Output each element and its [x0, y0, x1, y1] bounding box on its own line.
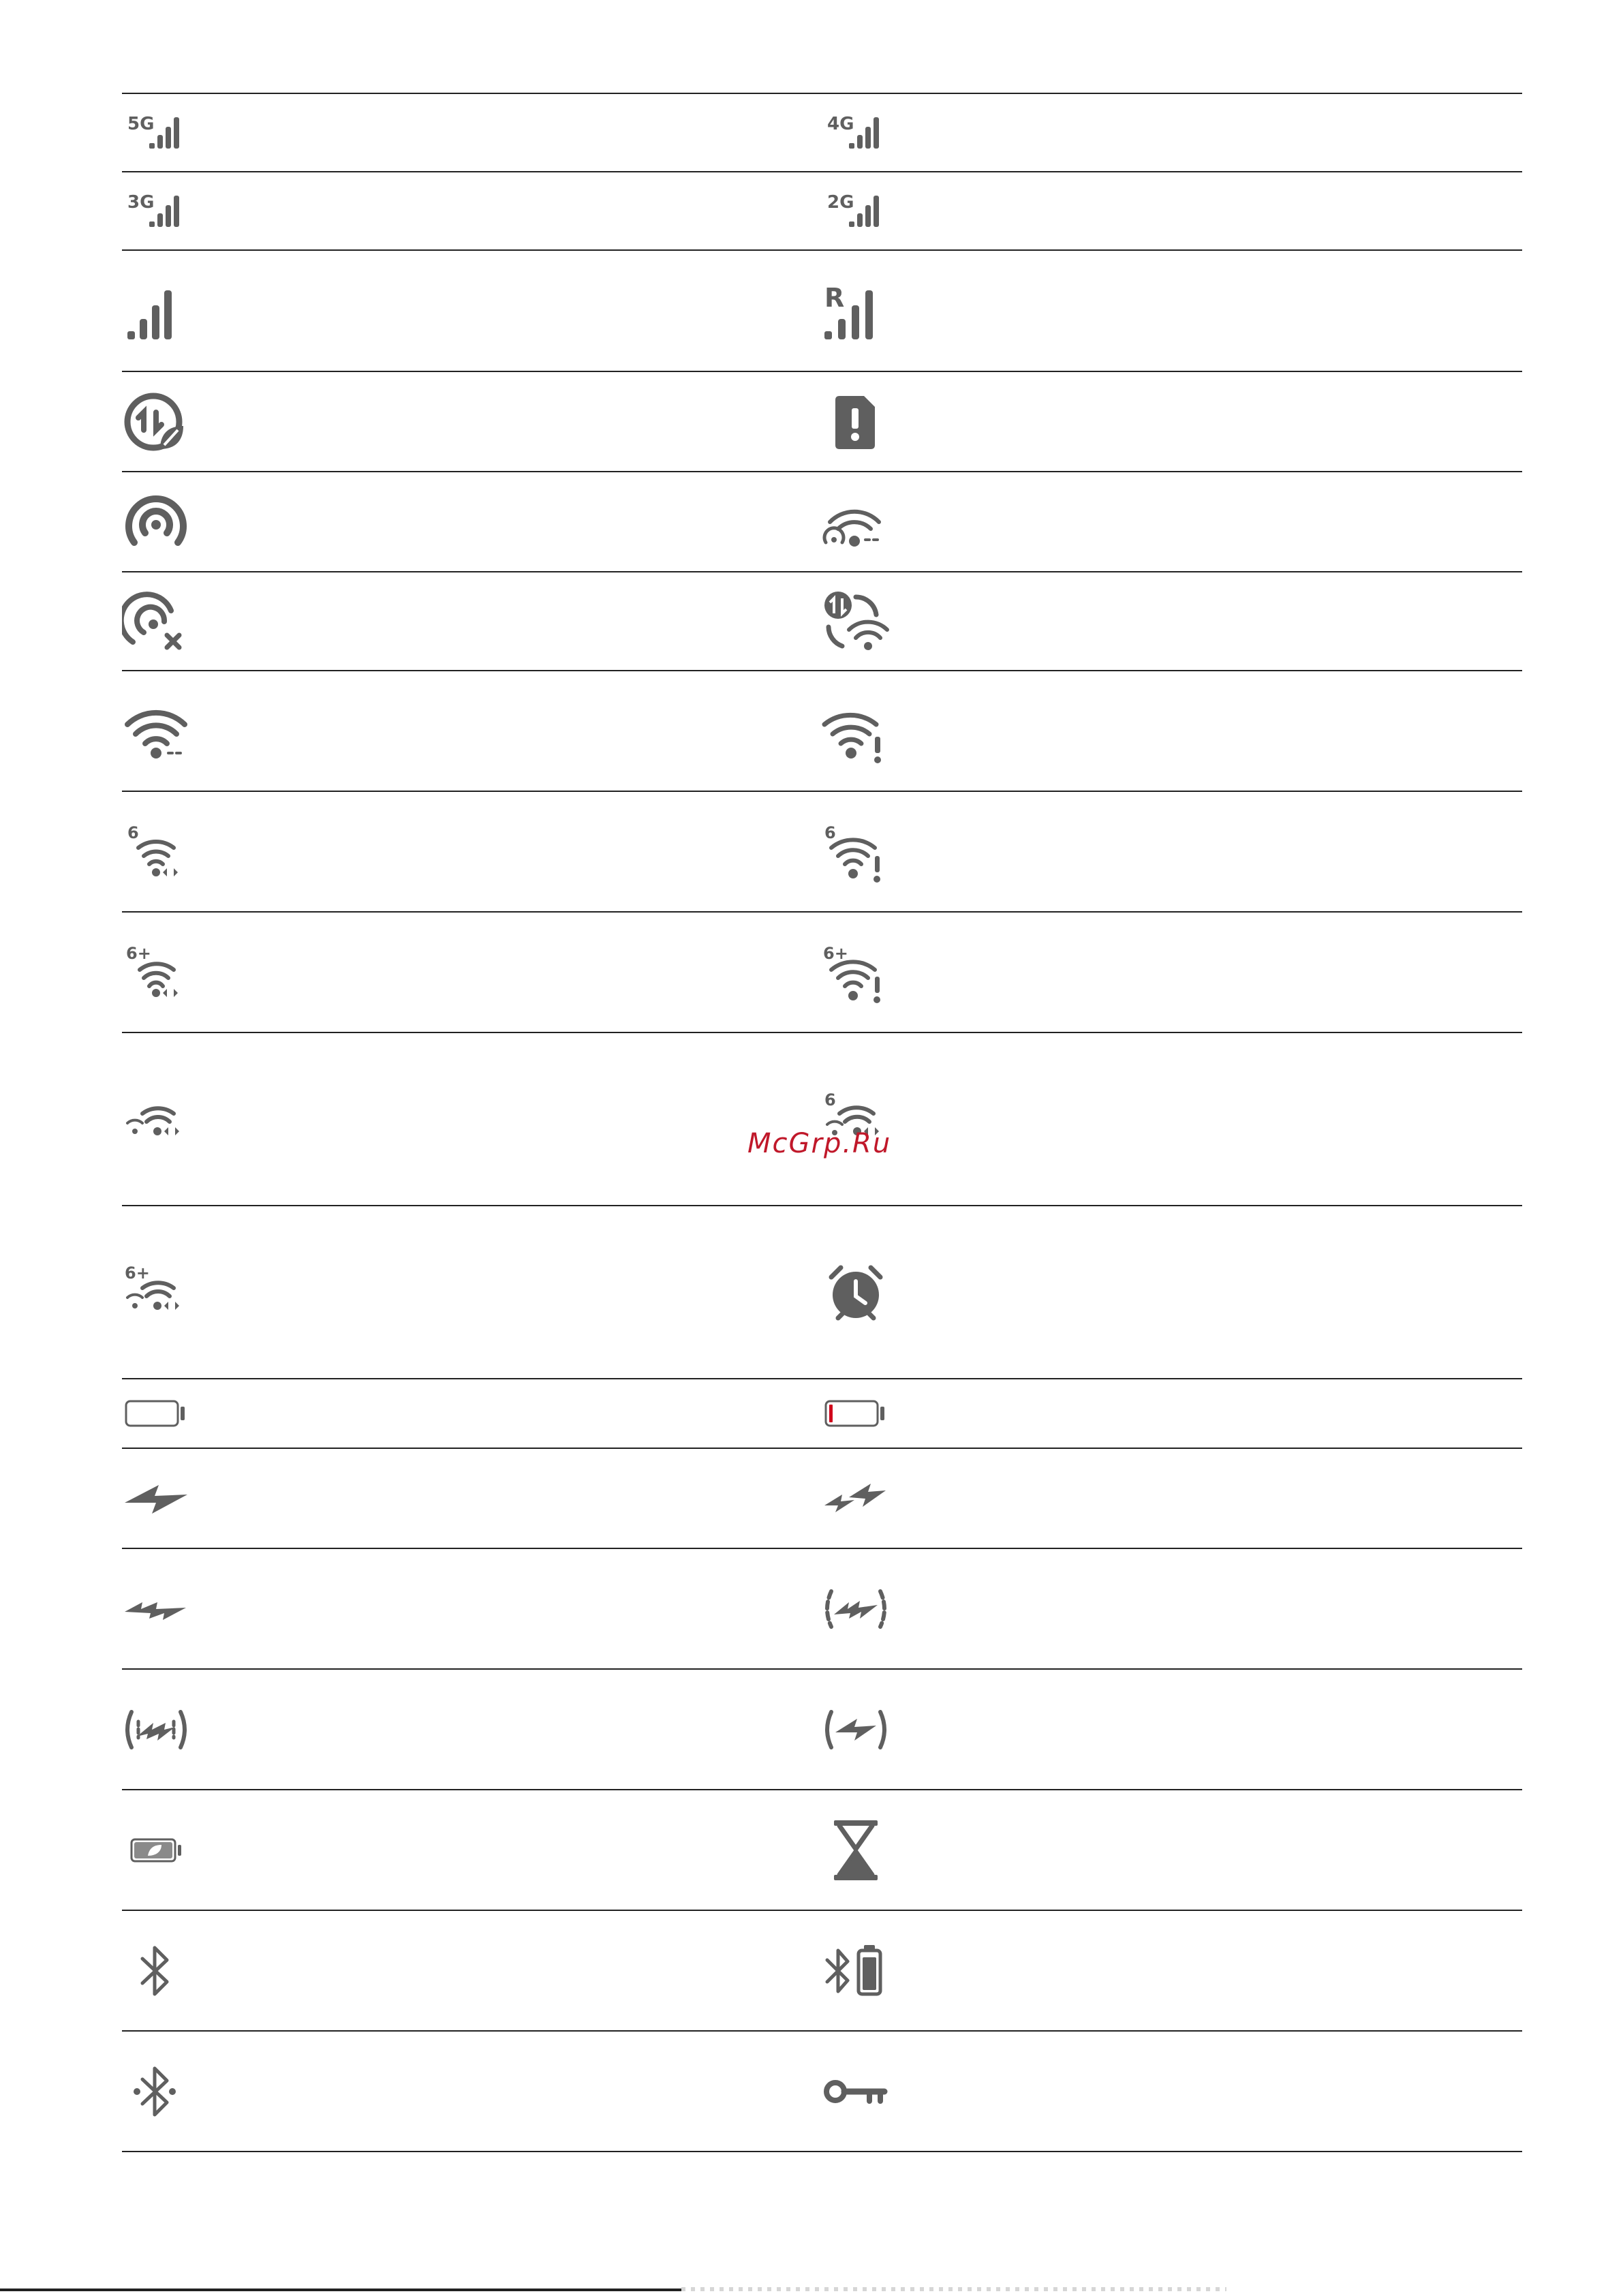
hotspot-wifi-icon: [822, 488, 890, 556]
table-cell: [122, 172, 822, 249]
wifi-data-switch-icon: [822, 587, 890, 656]
wifi-no-internet-icon: [822, 697, 890, 765]
table-cell: [822, 572, 1522, 670]
bluetooth-connected-icon: [122, 2057, 190, 2126]
svg-text:2G: 2G: [827, 192, 854, 213]
svg-text:R: R: [824, 283, 845, 313]
wifi-6-plus-bridge-icon: [122, 1258, 190, 1326]
table-row: [122, 911, 1522, 1032]
5g-signal-icon: [122, 109, 190, 157]
table-cell: [822, 1911, 1522, 2030]
table-cell: [122, 671, 822, 791]
table-cell: [822, 671, 1522, 791]
table-cell: [122, 251, 822, 371]
table-row: [122, 1548, 1522, 1668]
table-cell: [122, 1549, 822, 1668]
table-cell: [122, 372, 822, 471]
table-cell: [822, 1206, 1522, 1378]
battery-low-icon: [822, 1393, 890, 1434]
footer-noise: [681, 2287, 1226, 2291]
no-sim-card-icon: [822, 388, 890, 456]
table-cell: [822, 2032, 1522, 2151]
table-cell: [122, 1379, 822, 1448]
table-cell: [122, 1790, 822, 1910]
status-icon-table: [122, 93, 1522, 2152]
svg-text:6: 6: [824, 823, 836, 842]
wireless-fast-charging-icon: [122, 1696, 190, 1764]
table-row: [122, 1032, 1522, 1205]
wifi-6-plus-no-internet-icon: [822, 938, 890, 1007]
table-row: [122, 1910, 1522, 2030]
table-cell: [822, 94, 1522, 171]
wifi-6-plus-icon: [122, 938, 190, 1007]
wireless-super-charging-icon: [822, 1575, 890, 1643]
table-cell: [122, 572, 822, 670]
vpn-key-icon: [822, 2057, 890, 2126]
table-cell: [122, 94, 822, 171]
2g-signal-icon: [822, 187, 890, 235]
hourglass-icon: [822, 1816, 890, 1884]
table-cell: [822, 172, 1522, 249]
alarm-clock-icon: [822, 1258, 890, 1326]
table-cell: [822, 1790, 1522, 1910]
table-row: [122, 171, 1522, 249]
table-cell: [822, 1379, 1522, 1448]
table-cell: [822, 1033, 1522, 1205]
table-cell: [122, 472, 822, 571]
footer-divider: [0, 2289, 681, 2291]
table-cell: [822, 1549, 1522, 1668]
svg-text:3G: 3G: [127, 192, 155, 213]
table-cell: [822, 1449, 1522, 1548]
bluetooth-battery-icon: [822, 1937, 890, 2005]
svg-text:5G: 5G: [127, 113, 155, 134]
table-cell: [822, 372, 1522, 471]
watermark: McGrp.Ru: [747, 1128, 892, 1159]
svg-text:6+: 6+: [125, 1264, 150, 1283]
wifi-bridge-icon: [122, 1085, 190, 1153]
table-cell: [822, 1670, 1522, 1789]
table-row: [122, 1205, 1522, 1378]
wifi-6-no-internet-icon: [822, 818, 890, 886]
svg-text:6: 6: [824, 1090, 836, 1109]
table-cell: [822, 251, 1522, 371]
table-row: [122, 93, 1522, 171]
table-row: [122, 1668, 1522, 1789]
table-row: [122, 1378, 1522, 1448]
table-row: [122, 791, 1522, 911]
data-saver-icon: [122, 388, 190, 456]
table-row: [122, 371, 1522, 471]
3g-signal-icon: [122, 187, 190, 235]
table-cell: [122, 1670, 822, 1789]
svg-text:4G: 4G: [827, 113, 854, 134]
table-row: [122, 571, 1522, 670]
table-cell: [822, 472, 1522, 571]
hotspot-icon: [122, 488, 190, 556]
table-cell: [122, 1449, 822, 1548]
table-cell: [122, 913, 822, 1032]
table-row: [122, 249, 1522, 371]
super-charging-icon: [122, 1575, 190, 1643]
table-cell: [122, 792, 822, 911]
table-row: [122, 1789, 1522, 1910]
table-row: [122, 1448, 1522, 1548]
table-row: [122, 2030, 1522, 2151]
charging-icon: [122, 1465, 190, 1533]
table-cell: [822, 913, 1522, 1032]
table-cell: [122, 1206, 822, 1378]
table-cell: [822, 792, 1522, 911]
signal-strength-icon: [122, 277, 190, 345]
wifi-6-icon: [122, 818, 190, 886]
svg-text:6+: 6+: [126, 943, 151, 963]
svg-text:6: 6: [127, 823, 139, 842]
table-row: [122, 670, 1522, 791]
table-cell: [122, 1911, 822, 2030]
table-row: [122, 471, 1522, 571]
battery-empty-icon: [122, 1393, 190, 1434]
hotspot-disconnected-icon: [122, 587, 190, 656]
svg-text:6+: 6+: [823, 943, 848, 963]
fast-charging-icon: [822, 1465, 890, 1533]
wifi-connected-icon: [122, 697, 190, 765]
roaming-signal-icon: [822, 277, 890, 345]
4g-signal-icon: [822, 109, 890, 157]
table-cell: [122, 1033, 822, 1205]
wireless-charging-icon: [822, 1696, 890, 1764]
bluetooth-icon: [122, 1937, 190, 2005]
power-saving-icon: [122, 1816, 190, 1884]
table-cell: [122, 2032, 822, 2151]
